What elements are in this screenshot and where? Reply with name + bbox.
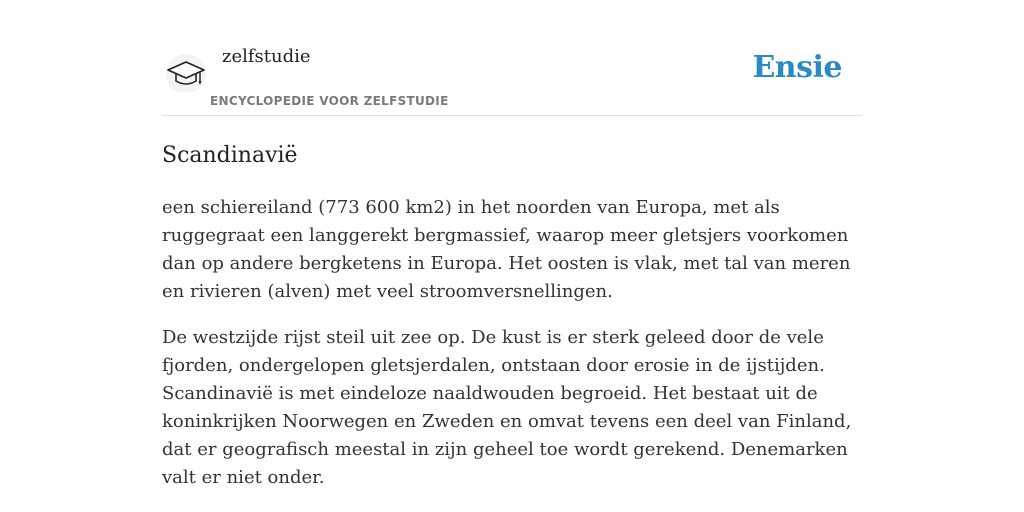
article-paragraph: een schiereiland (773 600 km2) in het noorden van Europa, met als ruggegraat een langgerekt bergmassief, waarop meer gletsjers voorkomen dan op andere bergketens in Europa. Het oosten is vlak, met tal van meren en rivieren (alven) met veel stroomversnellingen. [162, 197, 851, 302]
site-name-link[interactable]: zelfstudie [222, 46, 311, 67]
article-paragraph: De westzijde rijst steil uit zee op. De kust is er sterk geleed door de vele fjorden, ondergelopen gletsjerdalen, ontstaan door erosie in de ijstijden. Scandinavië is met eindeloze naaldwouden begroeid. Het bestaat uit de koninkrijken Noorwegen en Zweden en omvat tevens een deel van Finland, dat er geografisch meestal in zijn geheel toe wordt gerekend. Denemarken valt er niet onder. [162, 327, 852, 488]
site-tagline: ENCYCLOPEDIE VOOR ZELFSTUDIE [210, 94, 449, 108]
article-title: Scandinavië [162, 143, 298, 168]
ensie-brand-logo[interactable]: Ensie [752, 50, 842, 85]
page [162, 0, 862, 492]
graduation-cap-icon[interactable] [162, 50, 210, 92]
site-header [162, 0, 862, 116]
